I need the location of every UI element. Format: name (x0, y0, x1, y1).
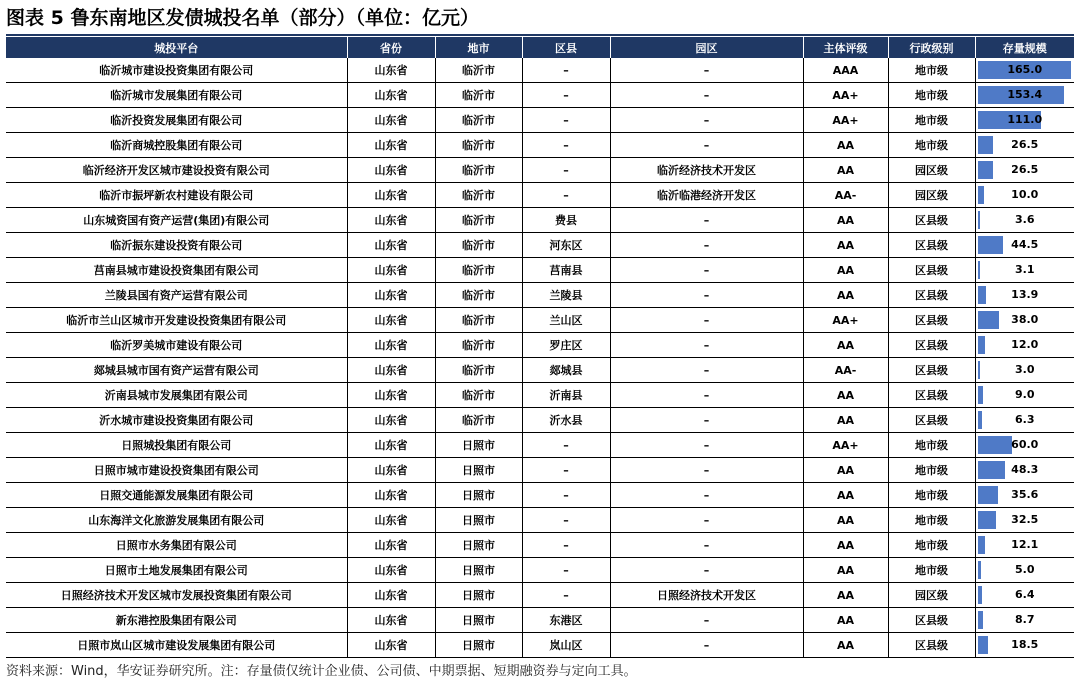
cell-outstanding (975, 83, 1074, 108)
outstanding-value: 6.3 (1015, 413, 1035, 426)
cell-county: – (522, 558, 610, 583)
outstanding-value: 38.0 (1011, 313, 1039, 326)
cell-rating: AA (803, 283, 888, 308)
cell-park: – (610, 108, 803, 133)
cell-outstanding (975, 133, 1074, 158)
outstanding-value: 44.5 (1011, 238, 1039, 251)
cell-level: 区县级 (888, 333, 975, 358)
cell-city: 临沂市 (435, 283, 522, 308)
cell-outstanding (975, 258, 1074, 283)
cell-county: – (522, 483, 610, 508)
cell-level: 区县级 (888, 208, 975, 233)
cell-park: – (610, 308, 803, 333)
cell-level: 地市级 (888, 483, 975, 508)
table-row (6, 183, 1074, 208)
table-row (6, 583, 1074, 608)
cell-level: 地市级 (888, 533, 975, 558)
cell-province: 山东省 (347, 183, 435, 208)
cell-park: – (610, 458, 803, 483)
outstanding-value: 8.7 (1015, 613, 1035, 626)
cell-province: 山东省 (347, 108, 435, 133)
cell-city: 临沂市 (435, 358, 522, 383)
cell-county: 郯城县 (522, 358, 610, 383)
cell-platform: 日照经济技术开发区城市发展投资集团有限公司 (6, 583, 347, 608)
cell-level: 地市级 (888, 458, 975, 483)
cell-city: 临沂市 (435, 158, 522, 183)
cell-platform: 临沂罗美城市建设有限公司 (6, 333, 347, 358)
cell-outstanding (975, 158, 1074, 183)
cell-platform: 郯城县城市国有资产运营有限公司 (6, 358, 347, 383)
cell-platform: 日照市土地发展集团有限公司 (6, 558, 347, 583)
cell-city: 临沂市 (435, 233, 522, 258)
header-platform: 城投平台 (6, 37, 347, 58)
cell-platform: 临沂市兰山区城市开发建设投资集团有限公司 (6, 308, 347, 333)
cell-county: – (522, 583, 610, 608)
cell-outstanding (975, 58, 1074, 83)
header-rating: 主体评级 (803, 37, 888, 58)
cell-outstanding (975, 183, 1074, 208)
table-row (6, 558, 1074, 583)
header-city: 地市 (435, 37, 522, 58)
cell-rating: AA- (803, 183, 888, 208)
cell-park: – (610, 433, 803, 458)
cell-rating: AA (803, 458, 888, 483)
outstanding-value: 165.0 (1007, 63, 1043, 76)
outstanding-value: 12.0 (1011, 338, 1039, 351)
cell-city: 临沂市 (435, 258, 522, 283)
cell-park: – (610, 508, 803, 533)
cell-city: 日照市 (435, 633, 522, 658)
cell-rating: AA (803, 233, 888, 258)
cell-level: 园区级 (888, 583, 975, 608)
table-row (6, 283, 1074, 308)
outstanding-value: 48.3 (1011, 463, 1039, 476)
cell-rating: AA (803, 483, 888, 508)
cell-level: 地市级 (888, 558, 975, 583)
cell-platform: 临沂市振坪新农村建设有限公司 (6, 183, 347, 208)
outstanding-value: 18.5 (1011, 638, 1039, 651)
cell-rating: AA- (803, 358, 888, 383)
cell-rating: AAA (803, 58, 888, 83)
cell-rating: AA (803, 258, 888, 283)
cell-platform: 兰陵县国有资产运营有限公司 (6, 283, 347, 308)
cell-rating: AA (803, 508, 888, 533)
cell-outstanding (975, 358, 1074, 383)
cell-county: 岚山区 (522, 633, 610, 658)
table-row (6, 533, 1074, 558)
cell-city: 临沂市 (435, 83, 522, 108)
cell-platform: 日照城投集团有限公司 (6, 433, 347, 458)
cell-county: – (522, 133, 610, 158)
cell-park: – (610, 358, 803, 383)
cell-outstanding (975, 483, 1074, 508)
cell-province: 山东省 (347, 433, 435, 458)
cell-province: 山东省 (347, 583, 435, 608)
cell-level: 园区级 (888, 183, 975, 208)
cell-platform: 临沂投资发展集团有限公司 (6, 108, 347, 133)
table-row (6, 333, 1074, 358)
cell-outstanding (975, 608, 1074, 633)
outstanding-value: 26.5 (1011, 138, 1039, 151)
cell-county: 河东区 (522, 233, 610, 258)
outstanding-value: 6.4 (1015, 588, 1035, 601)
cell-city: 临沂市 (435, 333, 522, 358)
cell-rating: AA (803, 583, 888, 608)
cell-county: – (522, 433, 610, 458)
cell-rating: AA (803, 533, 888, 558)
cell-city: 临沂市 (435, 183, 522, 208)
cell-rating: AA (803, 208, 888, 233)
outstanding-value: 3.1 (1015, 263, 1035, 276)
cell-level: 区县级 (888, 308, 975, 333)
header-outstanding: 存量规模 (975, 37, 1074, 58)
cell-city: 临沂市 (435, 108, 522, 133)
cell-city: 临沂市 (435, 308, 522, 333)
cell-park: – (610, 283, 803, 308)
outstanding-value: 13.9 (1011, 288, 1039, 301)
cell-level: 区县级 (888, 633, 975, 658)
cell-outstanding (975, 508, 1074, 533)
cell-level: 区县级 (888, 608, 975, 633)
table-row (6, 608, 1074, 633)
cell-level: 地市级 (888, 83, 975, 108)
cell-outstanding (975, 333, 1074, 358)
table-row (6, 158, 1074, 183)
cell-platform: 临沂经济开发区城市建设投资有限公司 (6, 158, 347, 183)
cell-park: – (610, 633, 803, 658)
outstanding-value: 12.1 (1011, 538, 1039, 551)
cell-province: 山东省 (347, 558, 435, 583)
cell-county: – (522, 158, 610, 183)
table-row (6, 208, 1074, 233)
cell-province: 山东省 (347, 158, 435, 183)
cell-outstanding (975, 233, 1074, 258)
cell-rating: AA (803, 608, 888, 633)
cell-rating: AA+ (803, 83, 888, 108)
header-province: 省份 (347, 37, 435, 58)
table-row (6, 633, 1074, 658)
cell-level: 区县级 (888, 258, 975, 283)
cell-county: – (522, 108, 610, 133)
table-row (6, 108, 1074, 133)
cell-outstanding (975, 458, 1074, 483)
table-header-row (6, 37, 1074, 58)
table-row (6, 483, 1074, 508)
cell-park: – (610, 558, 803, 583)
outstanding-value: 153.4 (1007, 88, 1043, 101)
cell-park: – (610, 133, 803, 158)
cell-county: – (522, 508, 610, 533)
cell-park: 日照经济技术开发区 (610, 583, 803, 608)
cell-park: 临沂经济技术开发区 (610, 158, 803, 183)
header-park: 园区 (610, 37, 803, 58)
cell-platform: 沂南县城市发展集团有限公司 (6, 383, 347, 408)
cell-county: 沂南县 (522, 383, 610, 408)
cell-county: 费县 (522, 208, 610, 233)
cell-park: – (610, 233, 803, 258)
outstanding-value: 5.0 (1015, 563, 1035, 576)
cell-county: – (522, 183, 610, 208)
table-row (6, 408, 1074, 433)
cell-city: 临沂市 (435, 58, 522, 83)
cell-province: 山东省 (347, 83, 435, 108)
cell-park: – (610, 608, 803, 633)
cell-county: – (522, 533, 610, 558)
cell-province: 山东省 (347, 358, 435, 383)
cell-level: 区县级 (888, 408, 975, 433)
cell-province: 山东省 (347, 133, 435, 158)
cell-county: 东港区 (522, 608, 610, 633)
cell-rating: AA (803, 633, 888, 658)
cell-province: 山东省 (347, 333, 435, 358)
table-body (6, 58, 1074, 658)
outstanding-value: 35.6 (1011, 488, 1039, 501)
cell-park: – (610, 83, 803, 108)
cell-level: 地市级 (888, 108, 975, 133)
cell-level: 区县级 (888, 233, 975, 258)
source-note: 资料来源：Wind，华安证券研究所。注：存量债仅统计企业债、公司债、中期票据、短期融资券与定向工具。 (6, 664, 637, 679)
table-row (6, 508, 1074, 533)
cell-rating: AA (803, 158, 888, 183)
cell-outstanding (975, 408, 1074, 433)
cell-park: – (610, 383, 803, 408)
header-level: 行政级别 (888, 37, 975, 58)
cell-platform: 新东港控股集团有限公司 (6, 608, 347, 633)
cell-park: – (610, 208, 803, 233)
cell-county: 沂水县 (522, 408, 610, 433)
cell-county: 兰陵县 (522, 283, 610, 308)
cell-province: 山东省 (347, 308, 435, 333)
cell-rating: AA+ (803, 308, 888, 333)
cell-city: 日照市 (435, 483, 522, 508)
cell-county: 兰山区 (522, 308, 610, 333)
outstanding-value: 3.6 (1015, 213, 1035, 226)
cell-platform: 莒南县城市建设投资集团有限公司 (6, 258, 347, 283)
bond-issuer-table (6, 37, 1074, 658)
title-rule (6, 34, 1074, 36)
cell-county: – (522, 58, 610, 83)
table-row (6, 433, 1074, 458)
cell-outstanding (975, 308, 1074, 333)
cell-platform: 临沂振东建设投资有限公司 (6, 233, 347, 258)
cell-platform: 日照交通能源发展集团有限公司 (6, 483, 347, 508)
figure-title: 图表 5 鲁东南地区发债城投名单（部分）（单位：亿元） (6, 7, 479, 29)
cell-outstanding (975, 283, 1074, 308)
cell-park: – (610, 533, 803, 558)
outstanding-value: 32.5 (1011, 513, 1039, 526)
cell-county: 莒南县 (522, 258, 610, 283)
cell-level: 地市级 (888, 508, 975, 533)
cell-level: 地市级 (888, 58, 975, 83)
cell-outstanding (975, 558, 1074, 583)
outstanding-value: 9.0 (1015, 388, 1035, 401)
cell-level: 地市级 (888, 133, 975, 158)
cell-platform: 临沂城市建设投资集团有限公司 (6, 58, 347, 83)
cell-province: 山东省 (347, 258, 435, 283)
cell-level: 区县级 (888, 383, 975, 408)
cell-rating: AA (803, 133, 888, 158)
cell-province: 山东省 (347, 58, 435, 83)
cell-platform: 日照市岚山区城市建设发展集团有限公司 (6, 633, 347, 658)
cell-province: 山东省 (347, 233, 435, 258)
cell-city: 临沂市 (435, 133, 522, 158)
cell-level: 区县级 (888, 358, 975, 383)
cell-platform: 山东城资国有资产运营(集团)有限公司 (6, 208, 347, 233)
cell-park: 临沂临港经济开发区 (610, 183, 803, 208)
outstanding-value: 26.5 (1011, 163, 1039, 176)
outstanding-value: 111.0 (1007, 113, 1043, 126)
cell-city: 日照市 (435, 508, 522, 533)
table-row (6, 233, 1074, 258)
cell-outstanding (975, 108, 1074, 133)
cell-city: 日照市 (435, 458, 522, 483)
cell-province: 山东省 (347, 533, 435, 558)
cell-city: 日照市 (435, 583, 522, 608)
cell-city: 临沂市 (435, 383, 522, 408)
cell-park: – (610, 483, 803, 508)
cell-city: 日照市 (435, 558, 522, 583)
table-row (6, 133, 1074, 158)
cell-county: 罗庄区 (522, 333, 610, 358)
cell-city: 临沂市 (435, 208, 522, 233)
cell-county: – (522, 83, 610, 108)
outstanding-value: 10.0 (1011, 188, 1039, 201)
outstanding-value: 60.0 (1011, 438, 1039, 451)
cell-platform: 日照市城市建设投资集团有限公司 (6, 458, 347, 483)
cell-level: 园区级 (888, 158, 975, 183)
cell-rating: AA+ (803, 433, 888, 458)
cell-province: 山东省 (347, 458, 435, 483)
cell-platform: 山东海洋文化旅游发展集团有限公司 (6, 508, 347, 533)
cell-province: 山东省 (347, 208, 435, 233)
cell-outstanding (975, 533, 1074, 558)
outstanding-value: 3.0 (1015, 363, 1035, 376)
cell-level: 地市级 (888, 433, 975, 458)
cell-outstanding (975, 433, 1074, 458)
cell-province: 山东省 (347, 633, 435, 658)
cell-platform: 临沂城市发展集团有限公司 (6, 83, 347, 108)
cell-rating: AA (803, 383, 888, 408)
cell-province: 山东省 (347, 483, 435, 508)
cell-level: 区县级 (888, 283, 975, 308)
cell-platform: 日照市水务集团有限公司 (6, 533, 347, 558)
table-row (6, 358, 1074, 383)
cell-city: 日照市 (435, 433, 522, 458)
table-row (6, 258, 1074, 283)
cell-park: – (610, 58, 803, 83)
cell-park: – (610, 258, 803, 283)
cell-platform: 临沂商城控股集团有限公司 (6, 133, 347, 158)
header-county: 区县 (522, 37, 610, 58)
cell-platform: 沂水城市建设投资集团有限公司 (6, 408, 347, 433)
cell-province: 山东省 (347, 408, 435, 433)
cell-outstanding (975, 633, 1074, 658)
table-row (6, 458, 1074, 483)
cell-outstanding (975, 208, 1074, 233)
cell-park: – (610, 408, 803, 433)
cell-city: 日照市 (435, 608, 522, 633)
cell-rating: AA (803, 333, 888, 358)
cell-city: 日照市 (435, 533, 522, 558)
table-row (6, 58, 1074, 83)
cell-park: – (610, 333, 803, 358)
cell-county: – (522, 458, 610, 483)
cell-province: 山东省 (347, 608, 435, 633)
table-row (6, 383, 1074, 408)
table-row (6, 83, 1074, 108)
cell-outstanding (975, 583, 1074, 608)
cell-rating: AA (803, 408, 888, 433)
cell-province: 山东省 (347, 508, 435, 533)
cell-province: 山东省 (347, 283, 435, 308)
cell-province: 山东省 (347, 383, 435, 408)
table-row (6, 308, 1074, 333)
cell-rating: AA (803, 558, 888, 583)
cell-city: 临沂市 (435, 408, 522, 433)
cell-rating: AA+ (803, 108, 888, 133)
cell-outstanding (975, 383, 1074, 408)
